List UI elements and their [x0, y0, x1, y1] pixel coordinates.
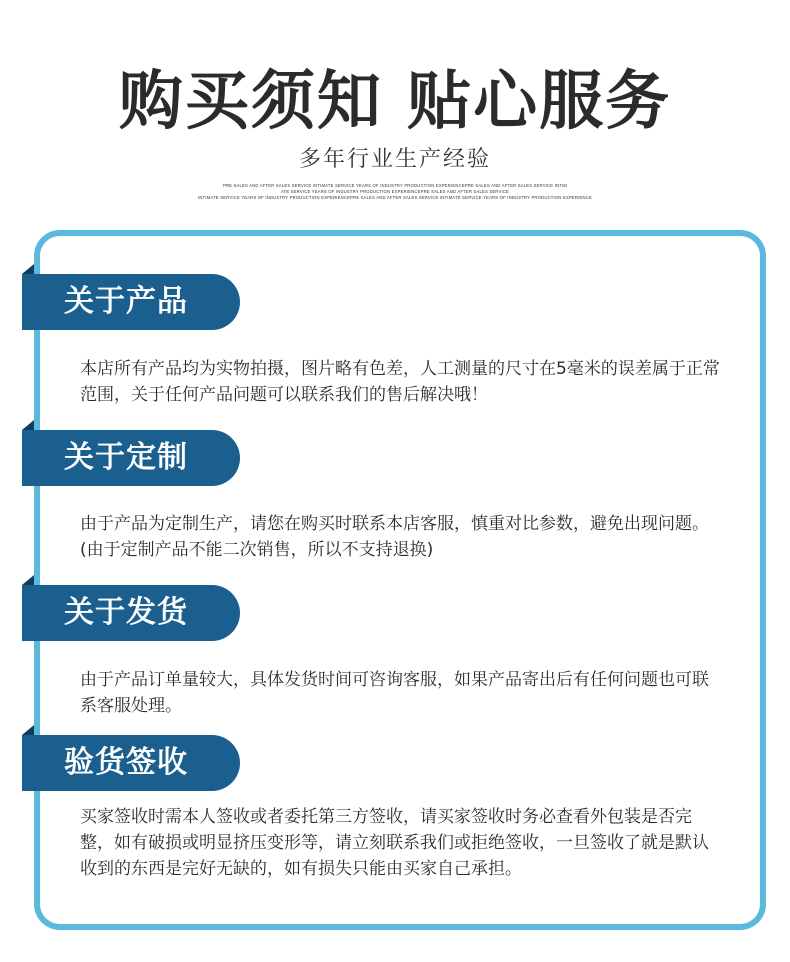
fine-print-line-2: ATE SERVICE YEARS OF INDUSTRY PRODUCTION EXPERIENCEPRE SALES AND AFTER SALES SERVICE — [280, 189, 510, 194]
section-title-product: 关于产品 — [22, 274, 240, 330]
fine-print-line-1: PRE SALES AND AFTER SALES SERVICE INTIMATE SERVICE YEARS OF INDUSTRY PRODUCTION EXPERIENCEPRE SALES AND AFTER SALES SERVICE INTIM — [222, 183, 568, 188]
page-subtitle: 多年行业生产经验 — [298, 147, 491, 172]
section-text-custom: 由于产品为定制生产，请您在购买时联系本店客服，慎重对比参数，避免出现问题。(由于定制产品不能二次销售，所以不支持退换) — [80, 514, 709, 560]
page-title: 购买须知 贴心服务 — [118, 65, 672, 139]
section-text-product: 本店所有产品均为实物拍摄，图片略有色差，人工测量的尺寸在5毫米的误差属于正常范围，关于任何产品问题可以联系我们的售后解决哦！ — [80, 359, 720, 405]
fine-print-line-3: INTIMATE SERVICE YEARS OF INDUSTRY PRODUCTION EXPERIENCEPRE SALES AND AFTER SALES SERVICE INTIMATE SERVICE YEARS OF INDUSTRY PRODUCTION EXPERIENCE — [198, 195, 592, 200]
section-text-inspection: 买家签收时需本人签收或者委托第三方签收，请买家签收时务必查看外包装是否完整，如有破损或明显挤压变形等，请立刻联系我们或拒绝签收，一旦签收了就是默认收到的东西是完好无缺的，如有损失只能由买家自己承担。 — [80, 807, 709, 879]
section-title-custom: 关于定制 — [22, 430, 240, 486]
section-title-inspection: 验货签收 — [22, 735, 240, 791]
page-header — [0, 0, 790, 220]
section-text-shipping: 由于产品订单量较大，具体发货时间可咨询客服，如果产品寄出后有任何问题也可联系客服处理。 — [80, 670, 709, 716]
section-title-shipping: 关于发货 — [22, 585, 240, 641]
